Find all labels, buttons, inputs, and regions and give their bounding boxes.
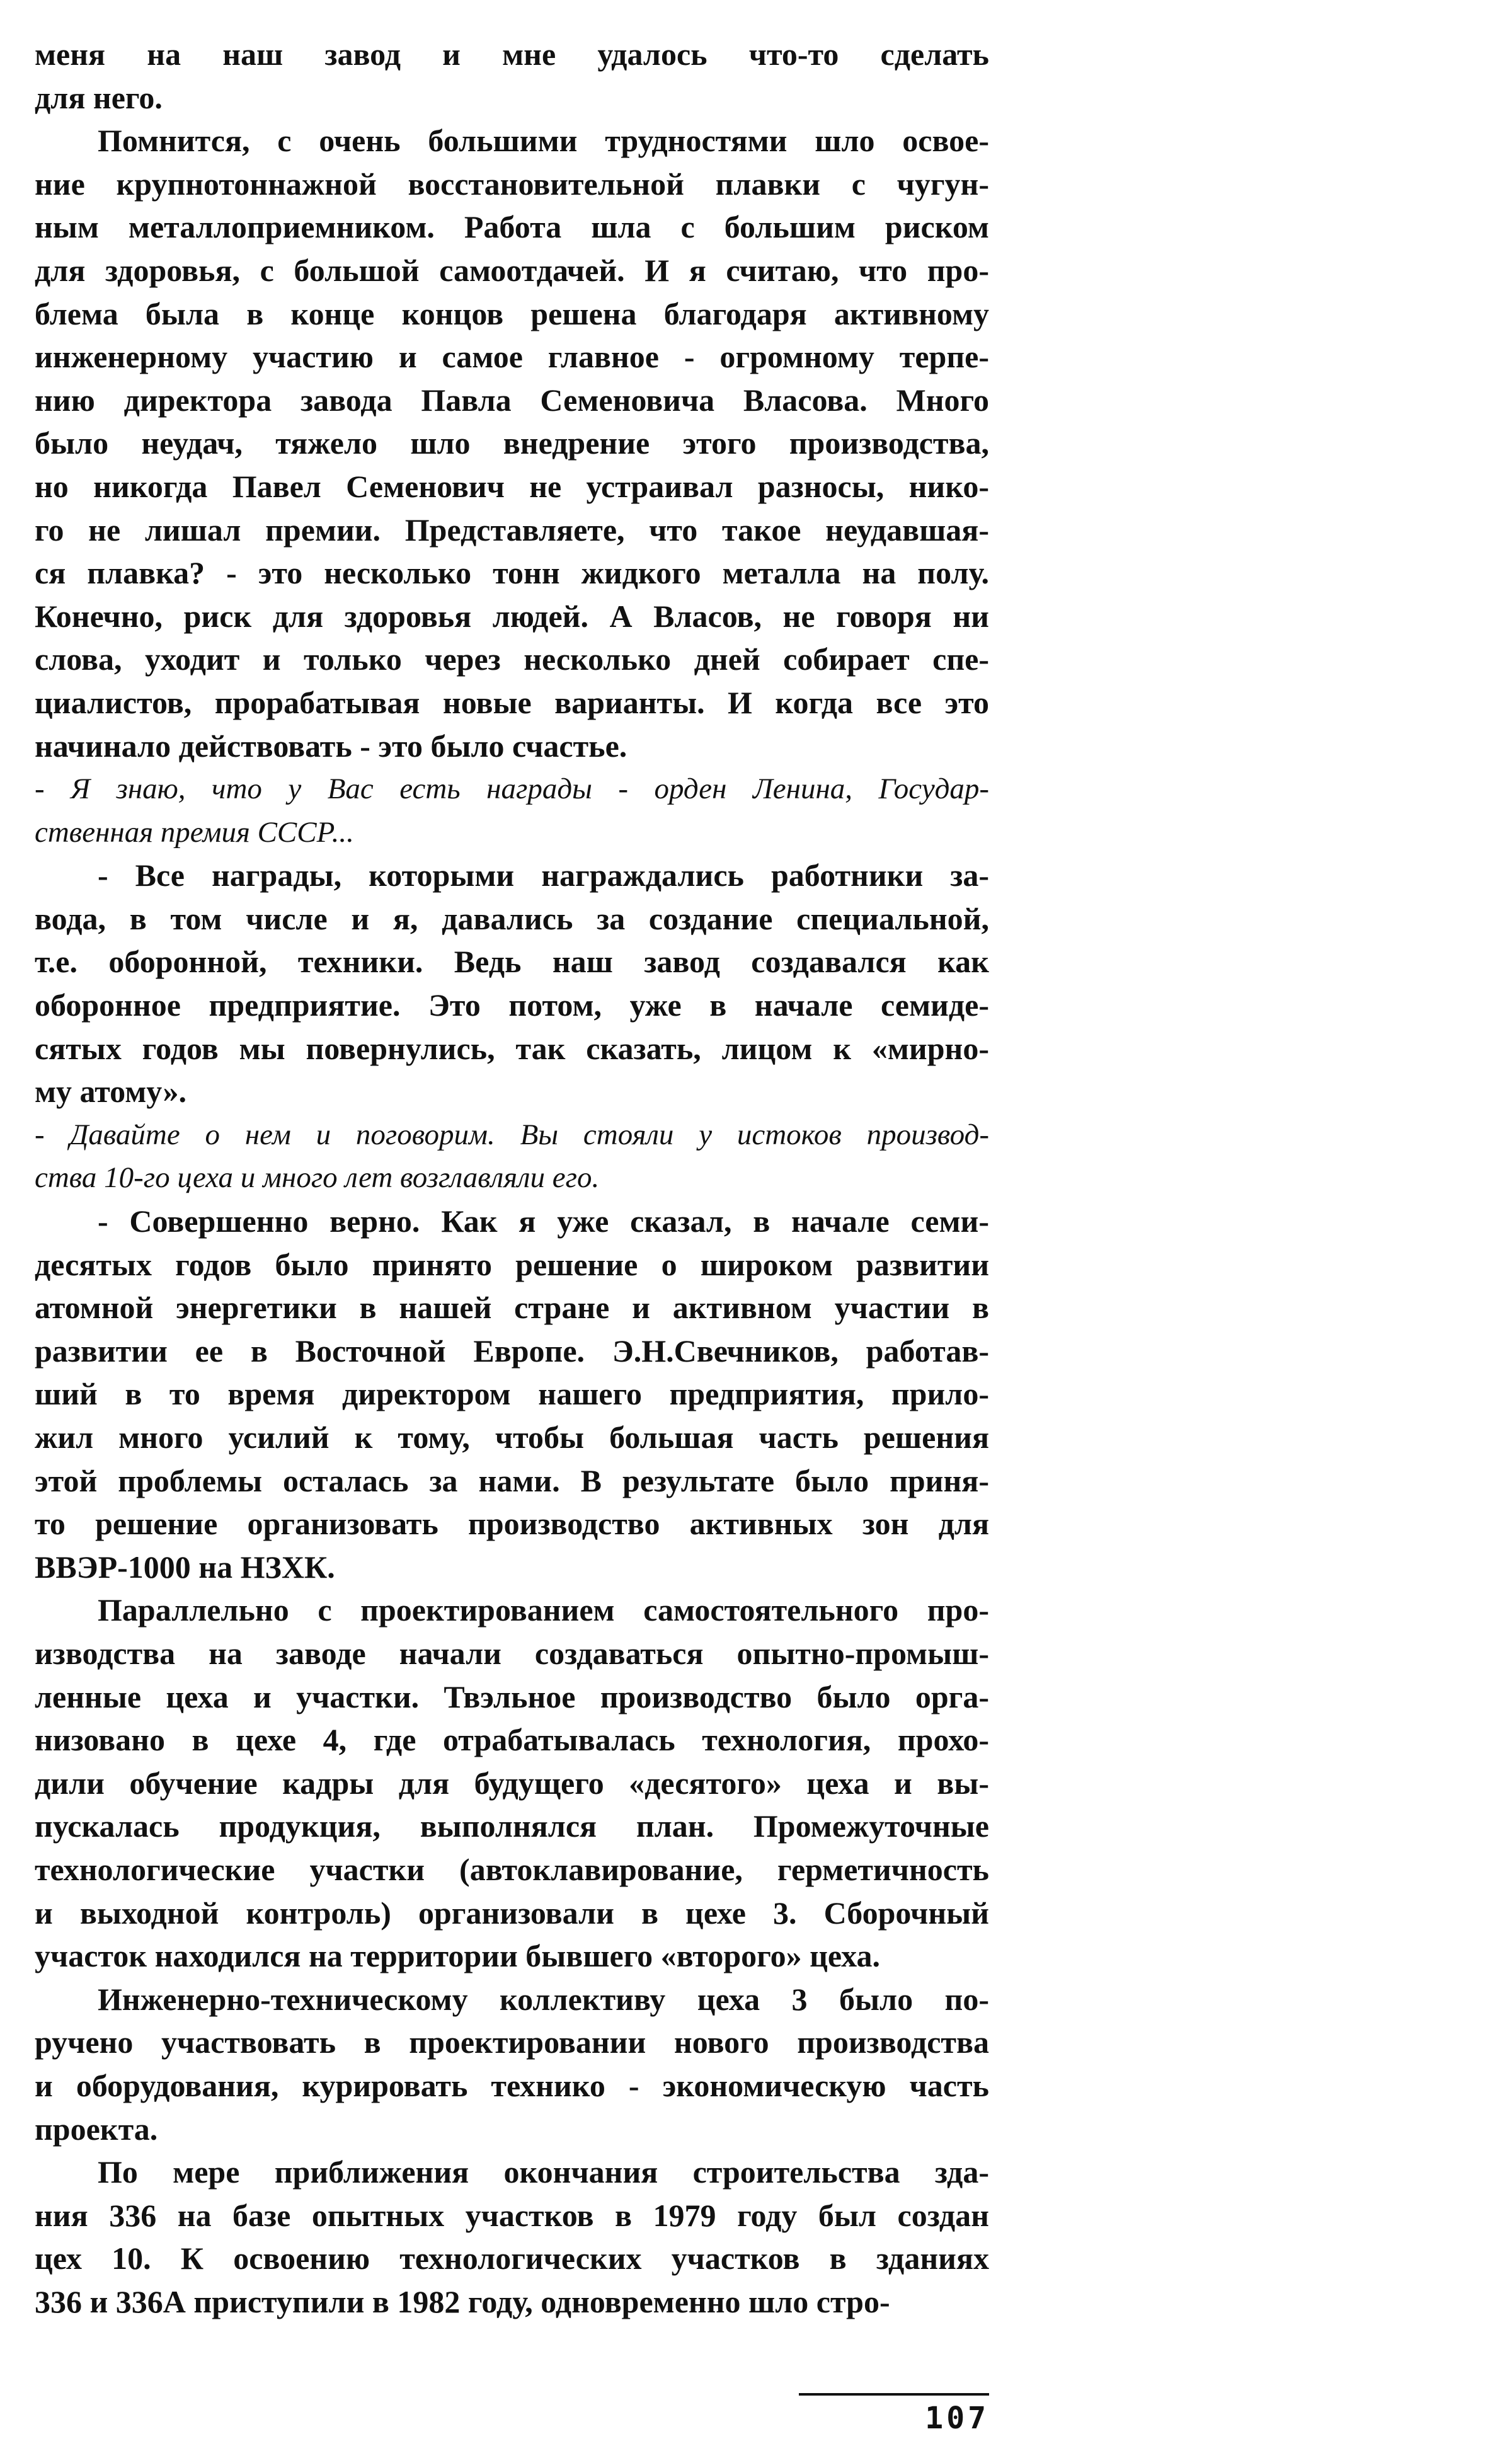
paragraph	[35, 1200, 989, 1588]
text-line: - Все награды, которыми награждались работники за-	[98, 858, 989, 893]
text-line: атомной энергетики в нашей стране и активном участии в	[35, 1290, 989, 1326]
text-line: ния 336 на базе опытных участков в 1979 году был создан	[35, 2197, 989, 2233]
text-line: го не лишал премии. Представляете, что такое неудавшая-	[35, 512, 989, 548]
text-line: ственная премия СССР...	[35, 815, 354, 849]
text-line: цех 10. К освоению технологических участков в зданиях	[35, 2241, 989, 2277]
text-line: му атому».	[35, 1074, 187, 1110]
text-line: для него.	[35, 79, 163, 115]
text-line: ства 10-го цеха и много лет возглавляли его.	[35, 1161, 600, 1195]
text-line: меня на наш завод и мне удалось что-то сделать	[35, 37, 989, 72]
text-line: По мере приближения окончания строительства зда-	[98, 2154, 989, 2190]
text-line: пускалась продукция, выполнялся план. Промежуточные	[35, 1808, 989, 1844]
text-line: Конечно, риск для здоровья людей. А Власов, не говоря ни	[35, 598, 989, 634]
text-line: оборонное предприятие. Это потом, уже в начале семиде-	[35, 987, 989, 1023]
text-line: Параллельно с проектированием самостоятельного про-	[98, 1592, 989, 1628]
text-line: низовано в цехе 4, где отрабатывалась технология, прохо-	[35, 1722, 989, 1758]
text-line: ным металлоприемником. Работа шла с большим риском	[35, 209, 989, 245]
text-line: было неудач, тяжело шло внедрение этого производства,	[35, 425, 989, 461]
text-line: инженерному участию и самое главное - огромному терпе-	[35, 339, 989, 375]
text-line: и выходной контроль) организовали в цехе 3. Сборочный	[35, 1895, 989, 1931]
paragraph	[35, 1978, 989, 2150]
text-line: начинало действовать - это было счастье.	[35, 728, 627, 764]
text-line: участок находился на территории бывшего «второго» цеха.	[35, 1938, 880, 1974]
interview-question	[35, 1113, 989, 1200]
text-line: ВВЭР-1000 на НЗХК.	[35, 1549, 335, 1585]
text-line: 336 и 336А приступили в 1982 году, одновременно шло стро-	[35, 2283, 890, 2319]
text-line: ся плавка? - это несколько тонн жидкого металла на полу.	[35, 555, 989, 591]
text-line: изводства на заводе начали создаваться опытно-промыш-	[35, 1635, 989, 1671]
text-line: Помнится, с очень большими трудностями шло освое-	[98, 123, 989, 159]
text-line: Инженерно-техническому коллективу цеха 3 было по-	[98, 1981, 989, 2017]
text-line: сятых годов мы повернулись, так сказать, лицом к «мирно-	[35, 1030, 989, 1066]
text-line: слова, уходит и только через несколько дней собирает спе-	[35, 641, 989, 677]
text-line: нию директора завода Павла Семеновича Власова. Много	[35, 382, 989, 418]
text-line: для здоровья, с большой самоотдачей. И я считаю, что про-	[35, 252, 989, 288]
text-line: т.е. оборонной, техники. Ведь наш завод создавался как	[35, 944, 989, 980]
text-line: - Совершенно верно. Как я уже сказал, в начале семи-	[98, 1203, 989, 1239]
paragraph	[35, 119, 989, 767]
text-line: жил много усилий к тому, чтобы большая часть решения	[35, 1420, 989, 1455]
text-line: технологические участки (автоклавирование, герметичность	[35, 1851, 989, 1887]
text-line: - Давайте о нем и поговорим. Вы стояли у истоков производ-	[35, 1118, 989, 1151]
paragraph	[35, 854, 989, 1113]
text-line: развитии ее в Восточной Европе. Э.Н.Свечников, работав-	[35, 1333, 989, 1369]
text-line: ручено участвовать в проектировании нового производства	[35, 2024, 989, 2060]
text-line: то решение организовать производство активных зон для	[35, 1506, 989, 1542]
text-line: дили обучение кадры для будущего «десятого» цеха и вы-	[35, 1765, 989, 1801]
page-body	[35, 33, 989, 2323]
paragraph	[35, 33, 989, 119]
text-line: циалистов, прорабатывая новые варианты. И когда все это	[35, 684, 989, 720]
page-number: 107	[925, 2401, 989, 2436]
paragraph	[35, 1588, 989, 1977]
text-line: - Я знаю, что у Вас есть награды - орден Ленина, Государ-	[35, 772, 989, 806]
text-line: этой проблемы осталась за нами. В результате было приня-	[35, 1462, 989, 1498]
text-line: ние крупнотоннажной восстановительной плавки с чугун-	[35, 166, 989, 202]
text-line: блема была в конце концов решена благодаря активному	[35, 296, 989, 331]
text-line: и оборудования, курировать технико - экономическую часть	[35, 2067, 989, 2103]
text-line: но никогда Павел Семенович не устраивал разносы, нико-	[35, 468, 989, 504]
footer-rule	[799, 2393, 989, 2396]
text-line: ший в то время директором нашего предприятия, прило-	[35, 1376, 989, 1412]
text-line: вода, в том числе и я, давались за создание специальной,	[35, 900, 989, 936]
text-line: десятых годов было принято решение о широком развитии	[35, 1246, 989, 1282]
paragraph	[35, 2150, 989, 2323]
text-line: ленные цеха и участки. Твэльное производство было орга-	[35, 1679, 989, 1714]
interview-question	[35, 767, 989, 854]
text-line: проекта.	[35, 2111, 158, 2147]
